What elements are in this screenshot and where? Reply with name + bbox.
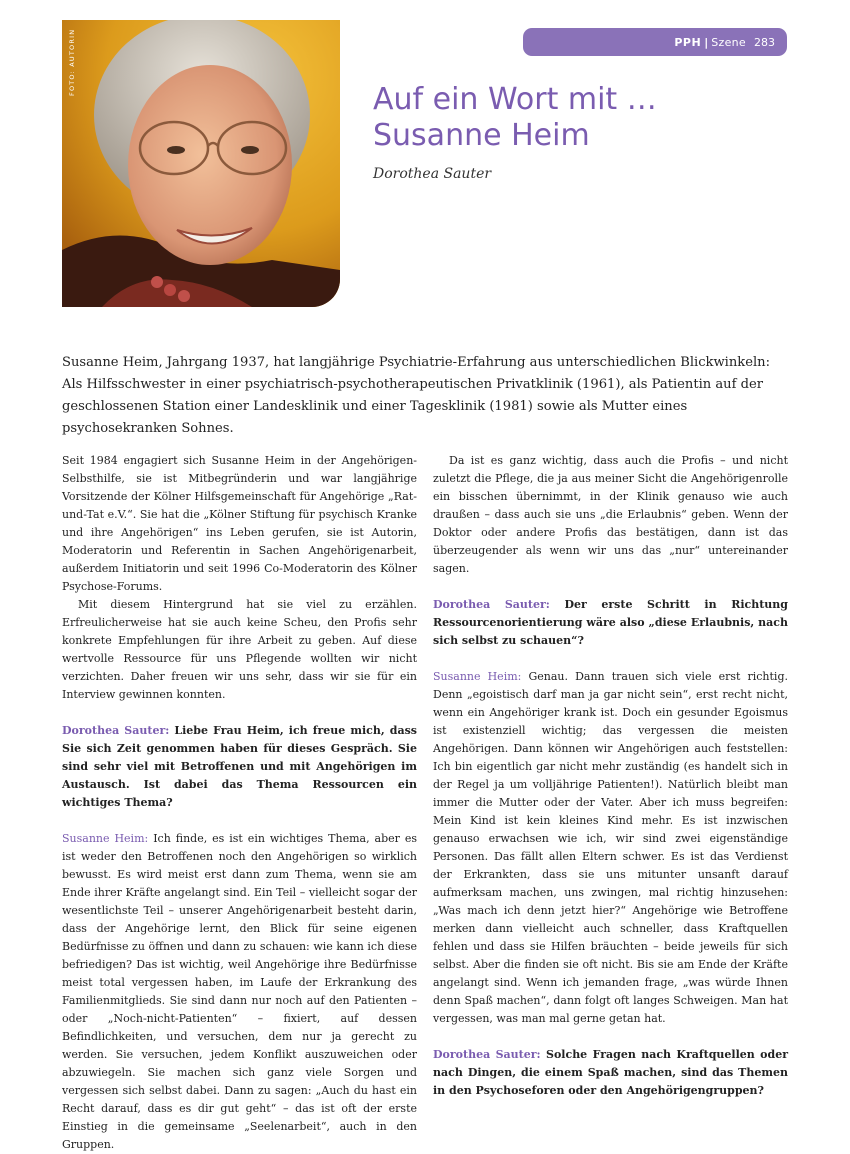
speaker-label: Dorothea Sauter:	[433, 1048, 541, 1061]
interview-question	[62, 722, 417, 812]
answer-text: Ich finde, es ist ein wichtiges Thema, aber es ist weder den Betroffenen noch den Angehörigen so wirklich bewusst. Es wird meist erst dann zum Thema, wenn sie am Ende ihrer Kräfte angelangt sind. Ein Teil – vielleicht sogar der wesentlichste Teil – unserer Angehörigenarbeit besteht darin, dass der Angehörige lernt, den Blick für seine eigenen Bedürfnisse zu öffnen und dann zu schauen: wie kann ich diese befriedigen? Das ist wichtig, weil Angehörige ihre Bedürfnisse meist total vergessen haben, im Laufe der Erkrankung des Familienmitglieds. Sie sind dann nur noch auf den Patienten – oder „Noch-nicht-Patienten“ – fixiert, auf dessen Befindlichkeiten, und versuchen, dem nur ja gerecht zu werden. Sie versuchen, jedem Konflikt auszuweichen oder abzuwiegeln. Sie machen sich ganz viele Sorgen und vergessen sich selbst dabei. Dann zu sagen: „Auch du hast ein Recht darauf, dass es dir gut geht“ – das ist oft der erste Einstieg in die gemeinsame „Seelenarbeit“, auch in den Gruppen.	[62, 832, 417, 1151]
question-text: Solche Fragen nach Kraftquellen oder nach Dingen, die einem Spaß machen, sind das Themen in den Psychoseforen oder den Angehörigengruppen?	[433, 1048, 788, 1097]
interview-question	[433, 596, 788, 650]
article-author: Dorothea Sauter	[373, 166, 492, 182]
portrait-illustration	[62, 20, 340, 307]
right-column	[433, 452, 788, 1100]
article-intro: Susanne Heim, Jahrgang 1937, hat langjährige Psychiatrie-Erfahrung aus unterschiedlichen Blickwinkeln: Als Hilfsschwester in einer psychiatrisch-psychotherapeutischen Privatklinik (1961), als Patientin auf der geschlossenen Station einer Landesklinik und einer Tagesklinik (1981) sowie als Mutter eines psychosekranken Sohnes.	[62, 355, 771, 436]
portrait-photo	[62, 20, 340, 307]
question-text: Der erste Schritt in Richtung Ressourcenorientierung wäre also „diese Erlaubnis, nach sich selbst zu schauen“?	[433, 598, 788, 647]
speaker-label: Susanne Heim:	[433, 670, 522, 683]
interview-question	[433, 1046, 788, 1100]
photo-credit-text: FOTO: AUTORIN	[68, 28, 76, 96]
speaker-label: Dorothea Sauter:	[62, 724, 170, 737]
interview-answer	[62, 830, 417, 1154]
interview-answer	[433, 668, 788, 1028]
speaker-label: Dorothea Sauter:	[433, 598, 550, 611]
paragraph: Mit diesem Hintergrund hat sie viel zu erzählen. Erfreulicherweise hat sie auch keine Scheu, den Profis sehr konkrete Empfehlungen für ihre Arbeit zu geben. Auf diese wertvolle Ressource für uns Pflegende wollten wir nicht verzichten. Daher freuen wir uns sehr, dass wir sie für ein Interview gewinnen konnten.	[62, 598, 417, 701]
left-column	[62, 452, 417, 1154]
paragraph: Da ist es ganz wichtig, dass auch die Profis – und nicht zuletzt die Pflege, die ja aus meiner Sicht die Angehörigenrolle ein bisschen übernimmt, in der Klinik genauso wie auch draußen – dass auch sie uns „die Erlaubnis“ geben. Wenn der Doktor oder andere Profis das bestätigen, dann ist das überzeugender als wenn wir uns das „nur“ untereinander sagen.	[433, 454, 788, 575]
article-title	[373, 82, 803, 154]
title-line-1: Auf ein Wort mit …	[373, 82, 657, 117]
speaker-label: Susanne Heim:	[62, 832, 149, 845]
header-separator: |	[704, 35, 709, 49]
photo-credit	[68, 24, 78, 104]
question-text: Liebe Frau Heim, ich freue mich, dass Sie sich Zeit genommen haben für dieses Gespräch. Sie sind sehr viel mit Betroffenen und mit Angehörigen im Austausch. Ist dabei das Thema Ressourcen ein wichtiges Thema?	[62, 724, 417, 809]
section-header	[523, 28, 787, 56]
title-line-2: Susanne Heim	[373, 118, 590, 153]
answer-text: Genau. Dann trauen sich viele erst richtig. Denn „egoistisch darf man ja gar nicht sein“, erst recht nicht, wenn ein Angehöriger krank ist. Doch ein gesunder Egoismus ist existenziell wichtig; das vergessen die meisten Angehörigen. Dann können wir Angehörigen auch feststellen: Ich bin eigentlich gar nicht mehr zuständig (es handelt sich in der Regel ja um volljährige Patienten!). Natürlich bleibt man immer die Mutter oder der Vater. Aber ich muss begreifen: Mein Kind ist kein kleines Kind mehr. Es ist inzwischen genauso erwachsen wie ich, wir sind zwei eigenständige Personen. Das fällt allen Eltern schwer. Es ist das Verdienst der Erkrankten, dass sie uns mitunter unsanft darauf aufmerksam machen, uns zwingen, mal richtig hinzusehen: „Was mach ich denn jetzt hier?“ Angehörige wie Betroffene merken dann vielleicht auch schneller, dass Kraftquellen fehlen und dass sie Hilfen bräuchten – beide jeweils für sich selbst. Aber die finden sie oft nicht. Bis sie am Ende der Kräfte angelangt sind. Wenn ich jemanden frage, „was würde Ihnen denn Spaß machen“, dann folgt oft langes Schweigen. Man hat vergessen, was man mal gerne getan hat.	[433, 670, 788, 1025]
section-name: Szene	[711, 35, 746, 49]
paragraph: Seit 1984 engagiert sich Susanne Heim in der Angehörigen-Selbsthilfe, sie ist Mitbegründerin und war langjährige Vorsitzende der Kölner Hilfsgemeinschaft für Angehörige „Rat-und-Tat e.V.“. Sie hat die „Kölner Stiftung für psychisch Kranke und ihre Angehörigen“ ins Leben gerufen, sie ist Autorin, Moderatorin und Referentin in Sachen Angehörigenarbeit, außerdem Initiatorin und seit 1996 Co-Moderatorin des Kölner Psychose-Forums.	[62, 454, 417, 593]
page-number: 283	[754, 35, 775, 49]
journal-brand: PPH	[674, 35, 702, 49]
